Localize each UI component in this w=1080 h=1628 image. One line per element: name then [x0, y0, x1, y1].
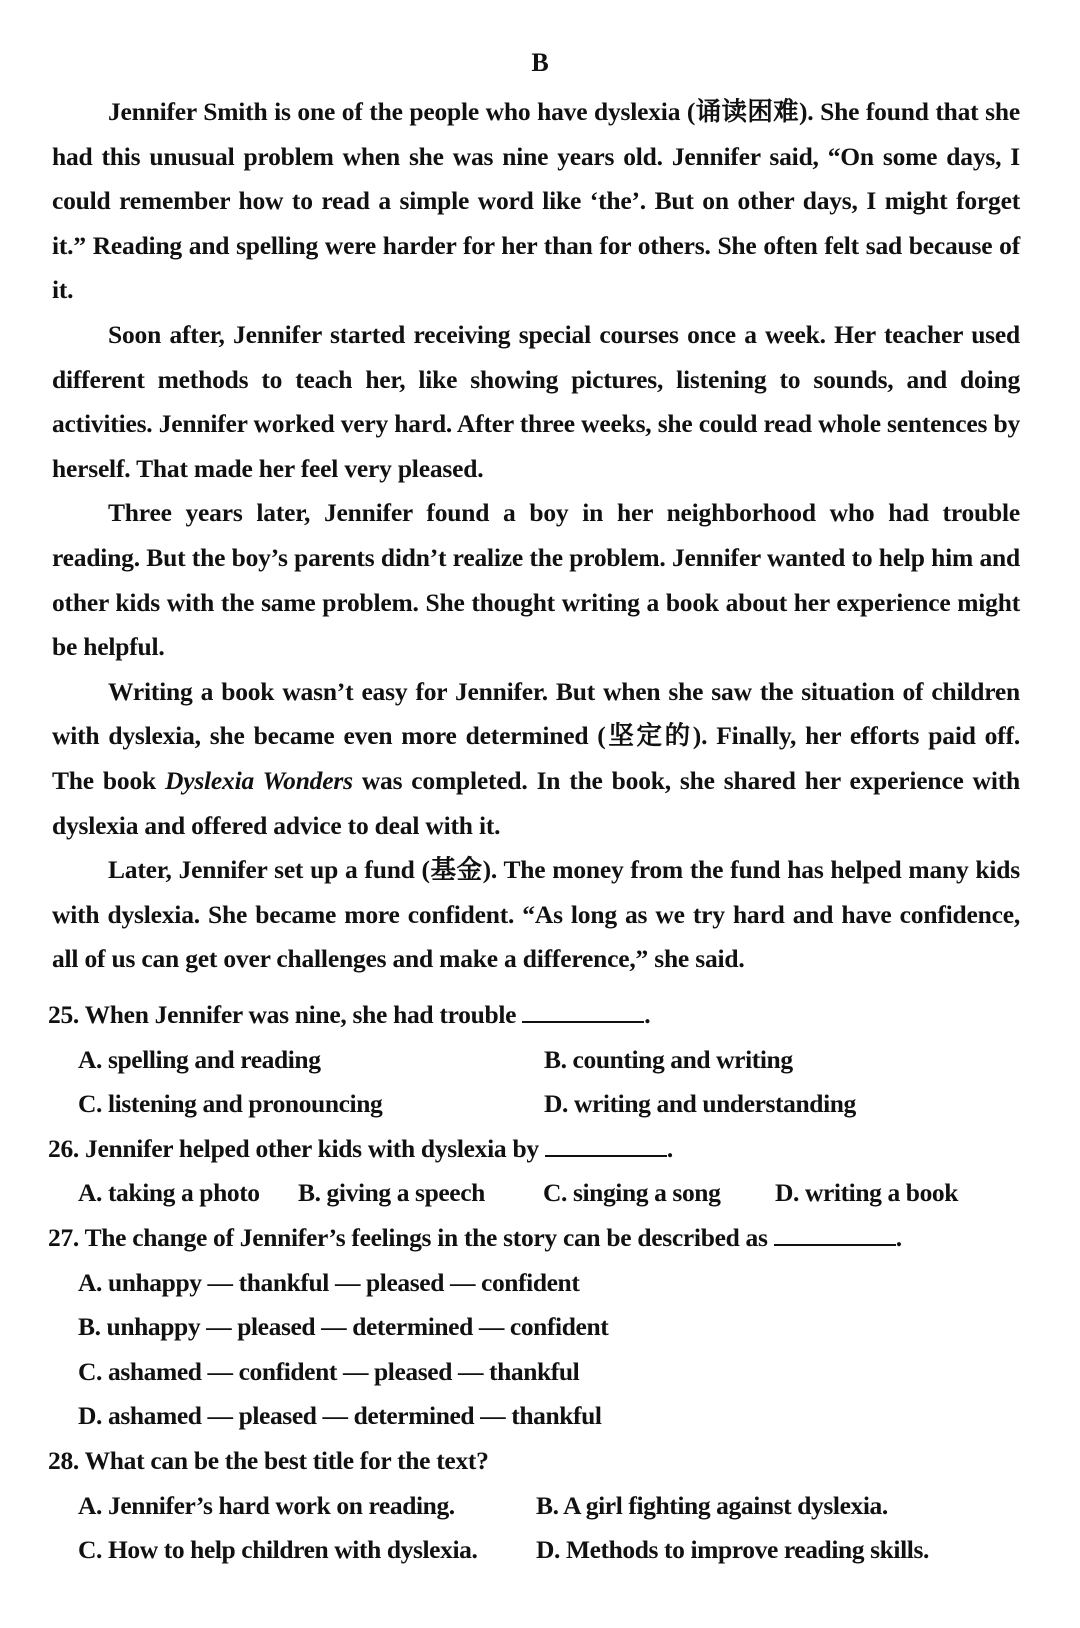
question-27-option-c-row	[48, 1350, 1023, 1395]
paragraph-4	[52, 670, 1020, 848]
question-27-option-d: D. ashamed — pleased — determined — thankful	[78, 1401, 602, 1431]
question-28-option-d: D. Methods to improve reading skills.	[536, 1535, 929, 1565]
answer-blank-25	[522, 1001, 644, 1023]
question-26-options-row	[48, 1171, 1023, 1216]
question-25-option-d: D. writing and understanding	[544, 1089, 856, 1119]
question-26	[48, 1127, 1023, 1172]
question-list	[48, 993, 1023, 1573]
question-25-option-c: C. listening and pronouncing	[78, 1089, 383, 1119]
book-title: Dyslexia Wonders	[164, 765, 353, 795]
question-27-stem: 27. The change of Jennifer’s feelings in the story can be described as	[48, 1222, 774, 1252]
question-25-option-b: B. counting and writing	[544, 1044, 793, 1074]
question-27-option-d-row	[48, 1394, 1023, 1439]
question-25-end: .	[644, 1000, 651, 1029]
answer-blank-27	[774, 1224, 896, 1246]
question-28-stem: 28. What can be the best title for the text?	[48, 1445, 489, 1475]
question-27-end: .	[895, 1222, 902, 1252]
question-26-option-c: C. singing a song	[543, 1178, 721, 1208]
question-27-option-a: A. unhappy — thankful — pleased — confident	[78, 1267, 580, 1297]
question-27-option-b-row	[48, 1305, 1023, 1350]
question-26-option-d: D. writing a book	[775, 1178, 959, 1208]
answer-blank-26	[545, 1135, 667, 1157]
paragraph-5: Later, Jennifer set up a fund (基金). The money from the fund has helped many kids with dyslexia. She became more confident. “As long as we try hard and have confidence, all of us can get over challenges and make a difference,” she said.	[52, 855, 1020, 974]
question-26-option-b: B. giving a speech	[298, 1178, 485, 1208]
question-28-options-row-2	[48, 1528, 1023, 1573]
question-25	[48, 993, 1023, 1038]
question-26-end: .	[666, 1133, 673, 1163]
question-26-stem: 26. Jennifer helped other kids with dyslexia by	[48, 1133, 545, 1163]
paragraph-2: Soon after, Jennifer started receiving special courses once a week. Her teacher used different methods to teach her, like showing pictures, listening to sounds, and doing activities. Jennifer worked very hard. After three weeks, she could read whole sentences by herself. That made her feel very pleased.	[52, 319, 1020, 483]
reading-passage	[52, 90, 1020, 982]
question-28-options-row-1	[48, 1484, 1023, 1529]
paragraph-4-text-before: Writing a book wasn’t easy for Jennifer. But when she saw the situation of children with dyslexia, she became even more determined (坚定的). Finally, her efforts paid off. The book	[52, 676, 1020, 795]
paragraph-1: Jennifer Smith is one of the people who have dyslexia (诵读困难). She found that she had this unusual problem when she was nine years old. Jennifer said, “On some days, I could remember how to read a simple word like ‘the’. But on other days, I might forget it.” Reading and spelling were harder for her than for others. She often felt sad because of it.	[52, 97, 1020, 305]
question-27	[48, 1216, 1023, 1261]
question-28	[48, 1439, 1023, 1484]
question-27-option-b: B. unhappy — pleased — determined — confident	[78, 1312, 609, 1342]
question-25-stem: 25. When Jennifer was nine, she had trouble	[48, 1000, 523, 1029]
paragraph-3: Three years later, Jennifer found a boy in her neighborhood who had trouble reading. But the boy’s parents didn’t realize the problem. Jennifer wanted to help him and other kids with the same problem. She thought writing a book about her experience might be helpful.	[52, 498, 1020, 662]
paragraph-4-text-after: was completed. In the book, she shared her experience with dyslexia and offered advice to deal with it.	[52, 765, 1020, 840]
question-26-option-a: A. taking a photo	[78, 1178, 260, 1208]
section-label: B	[531, 48, 549, 77]
question-28-option-a: A. Jennifer’s hard work on reading.	[78, 1490, 455, 1520]
question-25-options-row-2	[48, 1082, 1023, 1127]
question-28-option-b: B. A girl fighting against dyslexia.	[536, 1490, 888, 1520]
question-25-option-a: A. spelling and reading	[78, 1044, 321, 1074]
question-27-option-a-row	[48, 1261, 1023, 1306]
question-27-option-c: C. ashamed — confident — pleased — thankful	[78, 1356, 580, 1386]
question-25-options-row-1	[48, 1038, 1023, 1083]
question-28-option-c: C. How to help children with dyslexia.	[78, 1535, 478, 1565]
